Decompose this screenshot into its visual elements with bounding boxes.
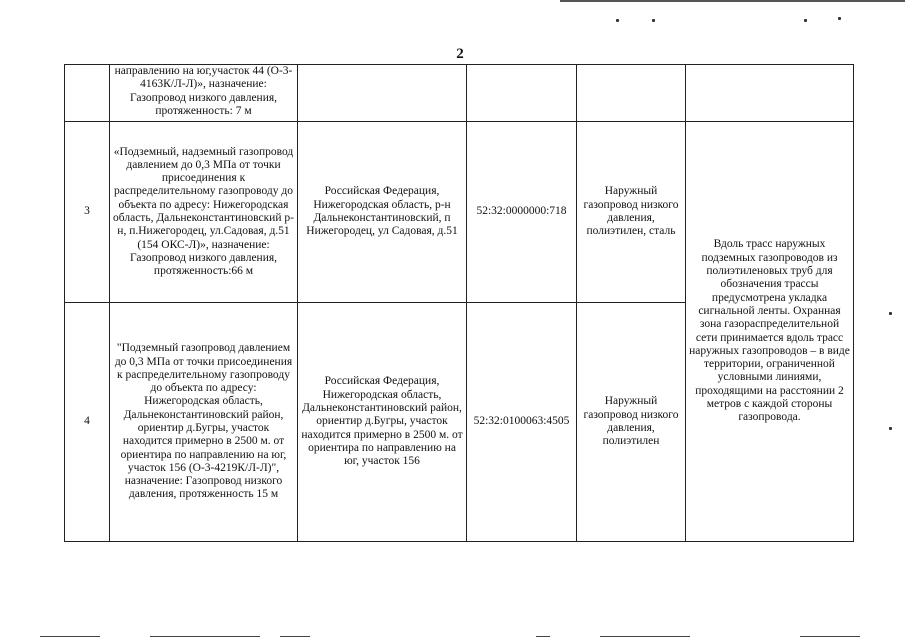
- address-cell: Российская Федерация, Нижегородская область, Дальнеконстантиновский район, ориентир д.Бугры, участок находится примерно в 2500 м. от ориентира по направлению на юг, участок 156: [298, 303, 467, 542]
- scan-speck: [838, 17, 841, 20]
- address-cell: [298, 65, 467, 122]
- table-row: [65, 122, 854, 303]
- scan-bottom-mark: [536, 636, 550, 637]
- table-row-continuation: [65, 65, 854, 122]
- row-number-cell: 4: [65, 303, 110, 542]
- characteristics-cell: Наружный газопровод низкого давления, полиэтилен, сталь: [577, 122, 686, 303]
- cadastral-number-cell: 52:32:0100063:4505: [467, 303, 577, 542]
- scan-bottom-mark: [800, 636, 860, 637]
- scan-speck: [889, 312, 892, 315]
- object-description: направлению на юг,участок 44 (О-3-4163К/Л-Л)», назначение: Газопровод низкого давления, протяженность: 7 м: [114, 64, 293, 117]
- object-description-cell: "Подземный газопровод давлением до 0,3 МПа от точки присоединения к распределительному газопроводу до объекта по адресу: Нижегородская область, Дальнеконстантиновский район, ориентир д.Бугры, участок находится примерно в 2500 м. от ориентира по направлению на юг, участок 156 (О-3-4219К/Л-Л)", назначение: Газопровод низкого давления, протяженность 15 м: [110, 303, 298, 542]
- scan-speck: [616, 19, 619, 22]
- protection-zone-cell-empty: [686, 65, 854, 122]
- object-description-cell: «Подземный, надземный газопровод давлением до 0,3 МПа от точки присоединения к распределительному газопроводу до объекта по адресу: Нижегородская область, Дальнеконстантиновский р-н, п.Нижегородец, ул.Садовая, д.51 (154 ОКС-Л)», назначение: Газопровод низкого давления, протяженность:66 м: [110, 122, 298, 303]
- scan-bottom-mark: [40, 636, 100, 637]
- protection-zone-cell: Вдоль трасс наружных подземных газопроводов из полиэтиленовых труб для обозначения трассы предусмотрена укладка сигнальной ленты. Охранная зона газораспределительной сети принимается вдоль трасс наружных газопроводов – в виде территории, ограниченной условными линиями, проходящими на расстоянии 2 метров с каждой стороны газопровода.: [686, 122, 854, 542]
- object-description-cell: [110, 65, 298, 122]
- scan-speck: [889, 427, 892, 430]
- scan-bottom-mark: [280, 636, 310, 637]
- scan-speck: [652, 19, 655, 22]
- characteristics-cell: [577, 65, 686, 122]
- cadastral-number-cell: 52:32:0000000:718: [467, 122, 577, 303]
- scan-bottom-mark: [150, 636, 260, 637]
- cadastral-number-cell: [467, 65, 577, 122]
- scan-top-rule: [560, 0, 905, 2]
- scan-speck: [804, 19, 807, 22]
- address-cell: Российская Федерация, Нижегородская область, р-н Дальнеконстантиновский, п Нижегородец, ул Садовая, д.51: [298, 122, 467, 303]
- row-number-cell: [65, 65, 110, 122]
- row-number-cell: 3: [65, 122, 110, 303]
- gas-pipeline-table: [64, 64, 854, 542]
- page-number: 2: [456, 46, 464, 62]
- scan-bottom-mark: [600, 636, 690, 637]
- characteristics-cell: Наружный газопровод низкого давления, полиэтилен: [577, 303, 686, 542]
